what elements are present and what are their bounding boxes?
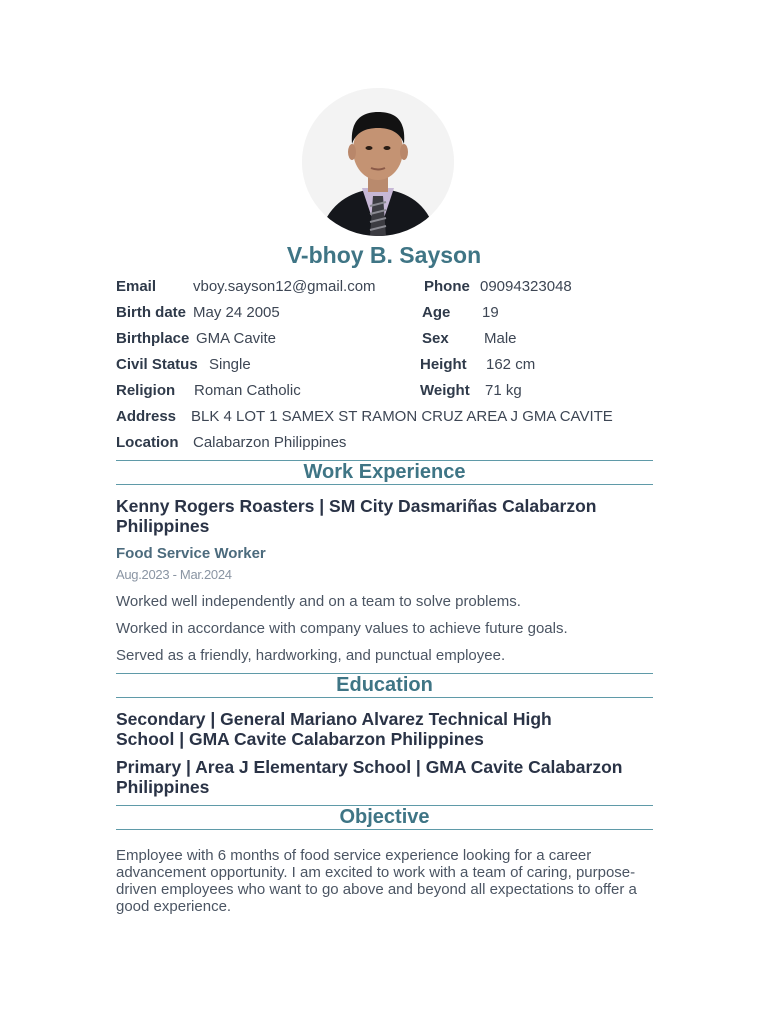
- education-entry: Primary | Area J Elementary School | GMA Cavite Calabarzon Philippines: [116, 757, 623, 797]
- info-row: [116, 380, 656, 406]
- candidate-name: V-bhoy B. Sayson: [286, 242, 482, 268]
- civil-status-value: Single: [209, 356, 251, 373]
- duty-item: Served as a friendly, hardworking, and punctual employee.: [116, 647, 506, 664]
- work-experience-heading: Work Experience: [116, 460, 653, 485]
- objective-heading: Objective: [116, 805, 653, 830]
- profile-photo: [302, 88, 454, 236]
- info-row: [116, 276, 656, 302]
- personal-info: [116, 276, 656, 458]
- education-heading: Education: [116, 673, 653, 698]
- birthplace-label: Birthplace: [116, 330, 190, 347]
- duty-item: Worked well independently and on a team to solve problems.: [116, 593, 521, 610]
- weight-label: Weight: [420, 382, 470, 399]
- email-value: vboy.sayson12@gmail.com: [193, 278, 376, 295]
- info-row: [116, 328, 656, 354]
- religion-label: Religion: [116, 382, 176, 399]
- employer: Kenny Rogers Roasters | SM City Dasmariñas Calabarzon Philippines: [116, 496, 597, 536]
- info-row: [116, 354, 656, 380]
- birthdate-value: May 24 2005: [193, 304, 280, 321]
- civil-status-label: Civil Status: [116, 356, 198, 373]
- sex-value: Male: [484, 330, 517, 347]
- info-row: [116, 302, 656, 328]
- weight-value: 71 kg: [485, 382, 522, 399]
- info-row: [116, 406, 656, 432]
- location-label: Location: [116, 434, 179, 451]
- age-value: 19: [482, 304, 499, 321]
- phone-label: Phone: [424, 278, 470, 295]
- employment-dates: Aug.2023 - Mar.2024: [116, 567, 232, 582]
- education-entry: Secondary | General Mariano Alvarez Technical High School | GMA Cavite Calabarzon Philippines: [116, 709, 552, 749]
- work-experience-section: [116, 496, 656, 664]
- objective-text: Employee with 6 months of food service experience looking for a career advancement opportunity. I am excited to work with a team of caring, purpose-driven employees who want to go above and beyond all expectations to offer a good experience.: [116, 847, 637, 915]
- height-label: Height: [420, 356, 467, 373]
- email-label: Email: [116, 278, 157, 295]
- address-label: Address: [116, 408, 177, 425]
- age-label: Age: [422, 304, 451, 321]
- duty-item: Worked in accordance with company values to achieve future goals.: [116, 620, 568, 637]
- education-section: [116, 710, 656, 797]
- job-title: Food Service Worker: [116, 545, 266, 562]
- birthplace-value: GMA Cavite: [196, 330, 277, 347]
- height-value: 162 cm: [486, 356, 536, 373]
- sex-label: Sex: [422, 330, 449, 347]
- phone-value: 09094323048: [480, 278, 572, 295]
- location-value: Calabarzon Philippines: [193, 434, 347, 451]
- address-value: BLK 4 LOT 1 SAMEX ST RAMON CRUZ AREA J GMA CAVITE: [191, 408, 613, 425]
- birthdate-label: Birth date: [116, 304, 187, 321]
- info-row: [116, 432, 656, 458]
- objective-section: [116, 847, 656, 915]
- religion-value: Roman Catholic: [194, 382, 301, 399]
